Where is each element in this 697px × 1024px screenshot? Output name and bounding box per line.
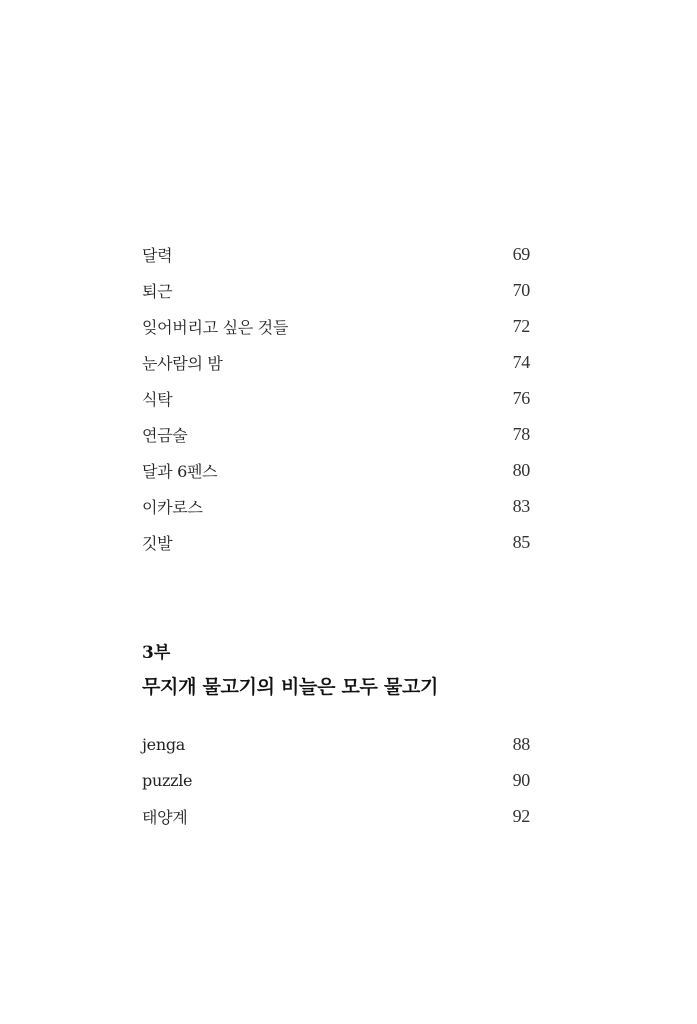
toc-entry-title: puzzle — [142, 770, 193, 790]
toc-entry[interactable] — [142, 524, 530, 560]
toc-entry[interactable] — [142, 452, 530, 488]
toc-entry[interactable] — [142, 488, 530, 524]
toc-entry-title: 퇴근 — [142, 281, 173, 301]
toc-entry-title: 잊어버리고 싶은 것들 — [142, 317, 288, 337]
toc-entry-title: 식탁 — [142, 389, 173, 409]
toc-entry[interactable] — [142, 380, 530, 416]
toc-entry-page: 76 — [512, 387, 530, 408]
part-title: 무지개 물고기의 비늘은 모두 물고기 — [142, 676, 439, 698]
toc-entry-title: 태양계 — [142, 807, 188, 827]
toc-entry-title: 깃발 — [142, 533, 173, 553]
toc-entry-page: 70 — [512, 279, 530, 300]
toc-entry-page: 92 — [512, 805, 530, 826]
toc-entry[interactable] — [142, 726, 530, 762]
toc-entry[interactable] — [142, 308, 530, 344]
toc-entry-page: 88 — [512, 733, 530, 754]
toc-entry-page: 74 — [512, 351, 530, 372]
toc-entry-page: 90 — [512, 769, 530, 790]
toc-list-part3 — [142, 726, 530, 834]
toc-entry[interactable] — [142, 236, 530, 272]
toc-entry[interactable] — [142, 798, 530, 834]
toc-entry-title: 눈사람의 밤 — [142, 353, 223, 373]
toc-list-continued — [142, 236, 530, 560]
part-label: 3부 — [142, 643, 171, 663]
toc-entry-title: jenga — [142, 734, 186, 754]
toc-entry-page: 69 — [512, 243, 530, 264]
toc-entry-page: 78 — [512, 423, 530, 444]
toc-entry-title: 달력 — [142, 245, 173, 265]
toc-entry-page: 80 — [512, 459, 530, 480]
toc-entry-page: 83 — [512, 495, 530, 516]
toc-entry-title: 달과 6펜스 — [142, 461, 218, 481]
toc-entry[interactable] — [142, 272, 530, 308]
toc-entry-title: 이카로스 — [142, 497, 203, 517]
toc-entry-page: 85 — [512, 531, 530, 552]
toc-entry-title: 연금술 — [142, 425, 188, 445]
toc-entry[interactable] — [142, 416, 530, 452]
toc-entry-page: 72 — [512, 315, 530, 336]
toc-entry[interactable] — [142, 762, 530, 798]
toc-entry[interactable] — [142, 344, 530, 380]
